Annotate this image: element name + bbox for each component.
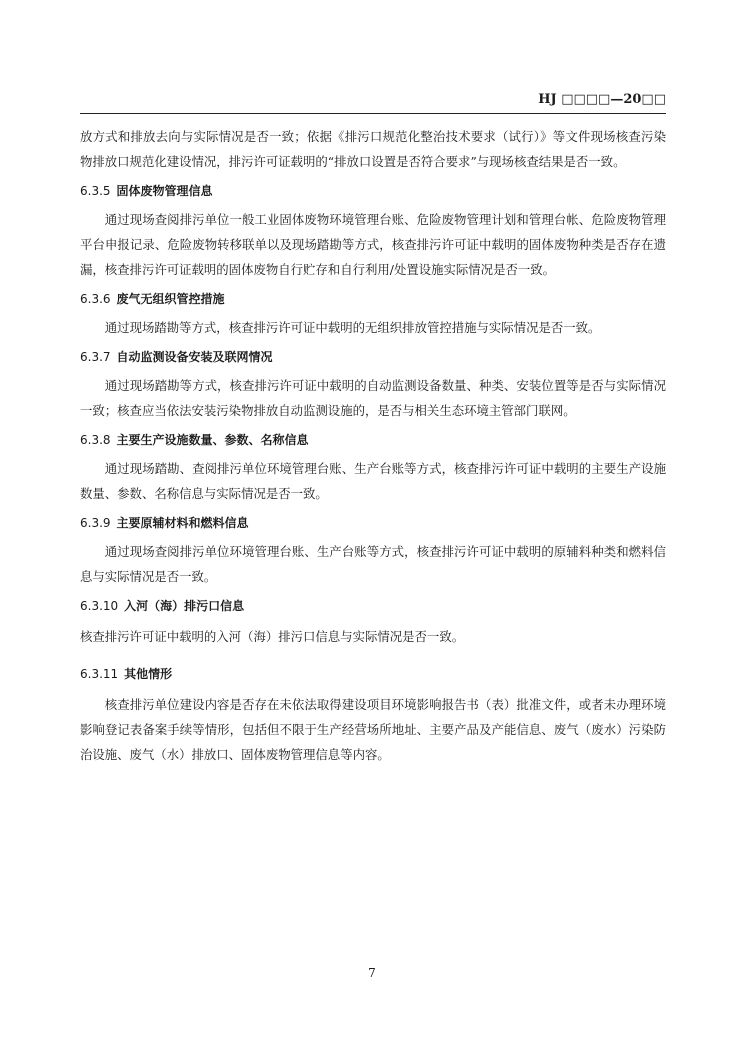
section-title: 入河（海）排污口信息 [124,599,245,613]
section-title: 自动监测设备安装及联网情况 [116,350,273,364]
document-body [80,124,666,767]
section-heading-6-3-6 [80,287,666,311]
section-paragraph-6-3-6: 通过现场踏勘等方式，核查排污许可证中载明的无组织排放管控措施与实际情况是否一致。 [104,320,601,335]
section-paragraph-6-3-10: 核查排污许可证中载明的入河（海）排污口信息与实际情况是否一致。 [80,629,465,644]
spacer [80,649,666,657]
page-number: 7 [368,966,376,980]
section-title: 主要生产设施数量、参数、名称信息 [116,433,309,447]
section-title: 其他情形 [124,667,173,681]
section-paragraph-6-3-7: 通过现场踏勘等方式，核查排污许可证中载明的自动监测设备数量、种类、安装位置等是否与实际情况一致；核查应当依法安装污染物排放自动监测设施的，是否与相关生态环境主管部门联网。 [80,378,666,418]
section-paragraph-6-3-9: 通过现场查阅排污单位环境管理台账、生产台账等方式，核查排污许可证中载明的原辅料种类和燃料信息与实际情况是否一致。 [80,544,666,584]
section-paragraph-6-3-11: 核查排污单位建设内容是否存在未依法取得建设项目环境影响报告书（表）批准文件，或者未办理环境影响登记表备案手续等情形，包括但不限于生产经营场所地址、主要产品及产能信息、废气（废水）污染防治设施、废气（水）排放口、固体废物管理信息等内容。 [80,697,666,762]
section-number: 6.3.11 [80,667,119,681]
standard-code-header: HJ □□□□—20□□ [538,92,666,107]
section-paragraph-6-3-5: 通过现场查阅排污单位一般工业固体废物环境管理台账、危险废物管理计划和管理台帐、危险废物管理平台申报记录、危险废物转移联单以及现场踏勘等方式，核查排污许可证中载明的固体废物种类是否存在遗漏，核查排污许可证载明的固体废物自行贮存和自行利用/处置设施实际情况是否一致。 [80,212,666,277]
section-title: 固体废物管理信息 [116,184,213,198]
header-rule [80,113,666,114]
section-paragraph-6-3-8: 通过现场踏勘、查阅排污单位环境管理台账、生产台账等方式，核查排污许可证中载明的主要生产设施数量、参数、名称信息与实际情况是否一致。 [80,461,666,501]
section-heading-6-3-9 [80,511,666,535]
section-number: 6.3.10 [80,599,119,613]
section-number: 6.3.5 [80,184,111,198]
section-title: 废气无组织管控措施 [116,292,225,306]
section-heading-6-3-7 [80,345,666,369]
section-heading-6-3-11 [80,662,666,686]
section-number: 6.3.7 [80,350,111,364]
intro-paragraph: 放方式和排放去向与实际情况是否一致；依据《排污口规范化整治技术要求（试行）》等文件现场核查污染物排放口规范化建设情况，排污许可证载明的“排放口设置是否符合要求”与现场核查结果是否一致。 [80,129,666,169]
section-heading-6-3-5 [80,179,666,203]
section-number: 6.3.6 [80,292,111,306]
section-title: 主要原辅材料和燃料信息 [116,516,249,530]
section-number: 6.3.8 [80,433,111,447]
section-heading-6-3-10 [80,594,666,618]
section-heading-6-3-8 [80,428,666,452]
section-number: 6.3.9 [80,516,111,530]
